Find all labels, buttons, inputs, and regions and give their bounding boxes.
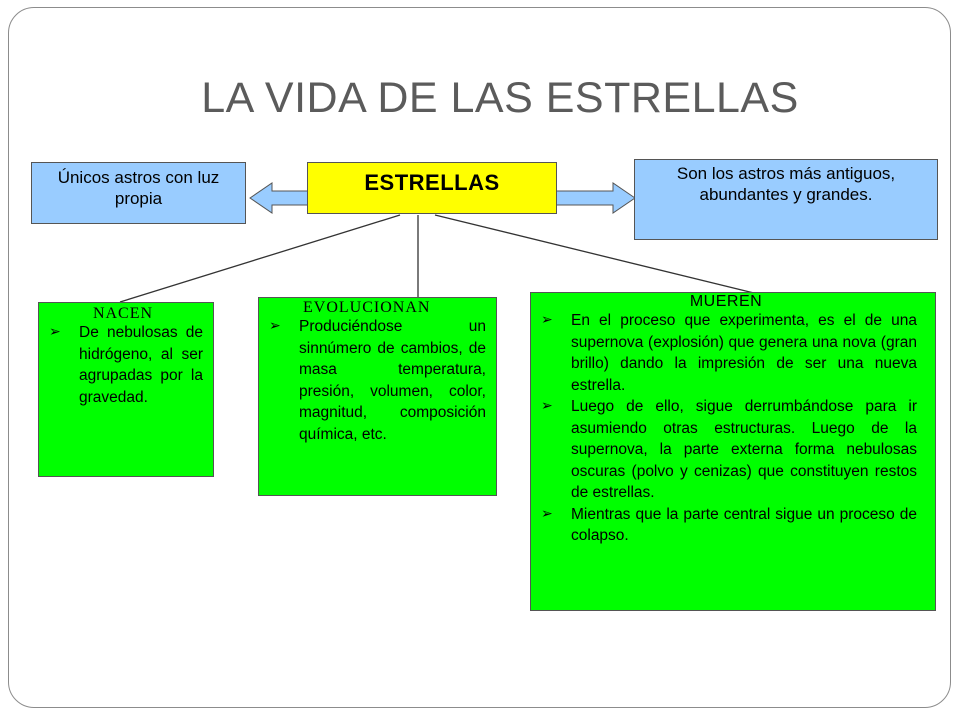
branch-list — [535, 310, 917, 547]
slide-title: LA VIDA DE LAS ESTRELLAS — [201, 74, 799, 122]
list-item: ➢ De nebulosas de hidrógeno, al ser agrupadas por la gravedad. — [43, 322, 203, 408]
left-note-box — [31, 162, 246, 224]
branch-list — [43, 322, 203, 408]
list-item: ➢ Mientras que la parte central sigue un proceso de colapso. — [535, 504, 917, 547]
branch-list — [263, 316, 486, 445]
right-note-text: Son los astros más antiguos, abundantes y grandes. — [676, 164, 896, 204]
branch-box-nacen — [38, 302, 214, 477]
center-label: ESTRELLAS — [364, 170, 500, 195]
center-box — [307, 162, 557, 214]
list-item: ➢ Luego de ello, sigue derrumbándose para ir asumiendo otras estructuras. Luego de la supernova, la parte externa forma nebulosas oscuras (polvo y cenizas) que constituyen restos de estrellas. — [535, 396, 917, 504]
arrow-left-icon — [250, 183, 308, 213]
list-item: ➢ Produciéndose un sinnúmero de cambios, de masa temperatura, presión, volumen, color, magnitud, composición química, etc. — [263, 316, 486, 445]
left-note-text: Únicos astros con luz propia — [57, 168, 220, 208]
branch-line-nacen — [120, 215, 400, 302]
branch-box-evolucionan — [258, 297, 497, 496]
branch-heading: EVOLUCIONAN — [303, 299, 431, 316]
right-note-box — [634, 159, 938, 240]
branch-box-mueren — [530, 292, 936, 611]
arrow-right-icon — [556, 183, 635, 213]
branch-heading: NACEN — [92, 305, 154, 322]
branch-heading: MUEREN — [689, 293, 763, 310]
list-item: ➢ En el proceso que experimenta, es el de una supernova (explosión) que genera una nova (gran brillo) dando la impresión de ser una nueva estrella. — [535, 310, 917, 396]
